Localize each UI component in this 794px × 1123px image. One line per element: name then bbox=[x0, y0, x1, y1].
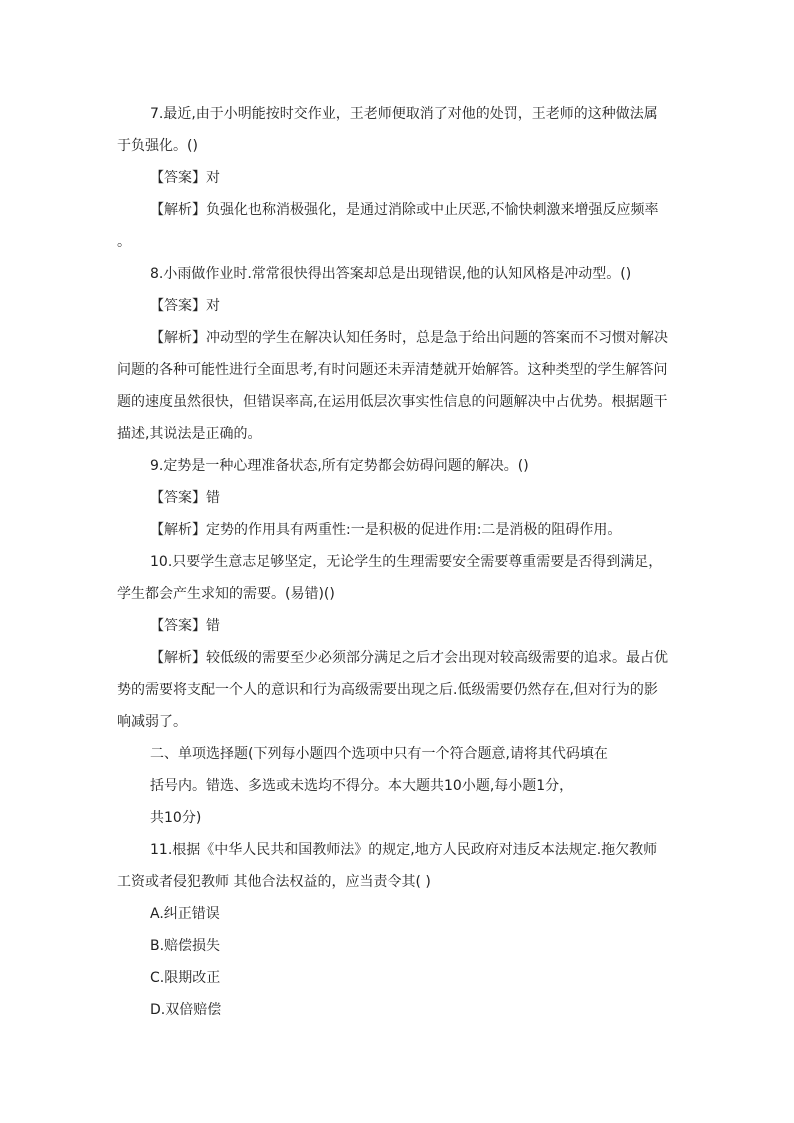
question-10-line-1: 10.只要学生意志足够坚定，无论学生的生理需要安全需要尊重需要是否得到满足， bbox=[150, 554, 663, 570]
question-11-line-1: 11.根据《中华人民共和国教师法》的规定,地方人民政府对违反本法规定.拖欠教师 bbox=[150, 842, 658, 858]
answer-9: 【答案】错 bbox=[150, 490, 220, 506]
analysis-8-line-1: 【解析】冲动型的学生在解决认知任务时，总是急于给出问题的答案而不习惯对解决 bbox=[150, 330, 668, 346]
question-11-line-2: 工资或者侵犯教师 其他合法权益的，应当责令其( ) bbox=[117, 874, 431, 890]
analysis-10-line-2: 势的需要将支配一个人的意识和行为高级需要出现之后.低级需要仍然存在,但对行为的影 bbox=[117, 682, 658, 698]
answer-10: 【答案】错 bbox=[150, 618, 220, 634]
option-b: B.赔偿损失 bbox=[150, 938, 221, 954]
analysis-10-line-1: 【解析】较低级的需要至少必须部分满足之后才会出现对较高级需要的追求。最占优 bbox=[150, 650, 668, 666]
question-9: 9.定势是一种心理准备状态,所有定势都会妨碍问题的解决。() bbox=[150, 458, 529, 474]
document-page bbox=[117, 106, 677, 1034]
answer-7: 【答案】对 bbox=[150, 170, 220, 186]
analysis-7-line-2: 。 bbox=[117, 234, 131, 250]
analysis-8-line-3: 题的速度虽然很快，但错误率高,在运用低层次事实性信息的问题解决中占优势。根据题干 bbox=[117, 394, 668, 410]
analysis-9: 【解析】定势的作用具有两重性:一是积极的促进作用:二是消极的阻碍作用。 bbox=[150, 522, 622, 538]
section-2-heading-line-1: 二、单项选择题(下列每小题四个选项中只有一个符合题意,请将其代码填在 bbox=[150, 746, 608, 762]
section-2-heading-line-2: 括号内。错选、多选或未选均不得分。本大题共10小题,每小题1分， bbox=[150, 778, 574, 794]
analysis-10-line-3: 响减弱了。 bbox=[117, 714, 187, 730]
analysis-8-line-2: 问题的各种可能性进行全面思考,有时问题还未弄清楚就开始解答。这种类型的学生解答问 bbox=[117, 362, 668, 378]
option-d: D.双倍赔偿 bbox=[150, 1002, 222, 1018]
option-a: A.纠正错误 bbox=[150, 906, 220, 922]
question-10-line-2: 学生都会产生求知的需要。(易错)() bbox=[117, 586, 335, 602]
analysis-8-line-4: 描述,其说法是正确的。 bbox=[117, 426, 262, 442]
question-7-line-1: 7.最近,由于小明能按时交作业，王老师便取消了对他的处罚，王老师的这种做法属 bbox=[150, 106, 658, 122]
section-2-heading-line-3: 共10分) bbox=[150, 810, 202, 826]
option-c: C.限期改正 bbox=[150, 970, 221, 986]
answer-8: 【答案】对 bbox=[150, 298, 220, 314]
analysis-7-line-1: 【解析】负强化也称消极强化，是通过消除或中止厌恶,不愉快刺激来增强反应频率 bbox=[150, 202, 659, 218]
question-8: 8.小雨做作业时.常常很快得出答案却总是出现错误,他的认知风格是冲动型。() bbox=[150, 266, 632, 282]
question-7-line-2: 于负强化。() bbox=[117, 138, 198, 154]
